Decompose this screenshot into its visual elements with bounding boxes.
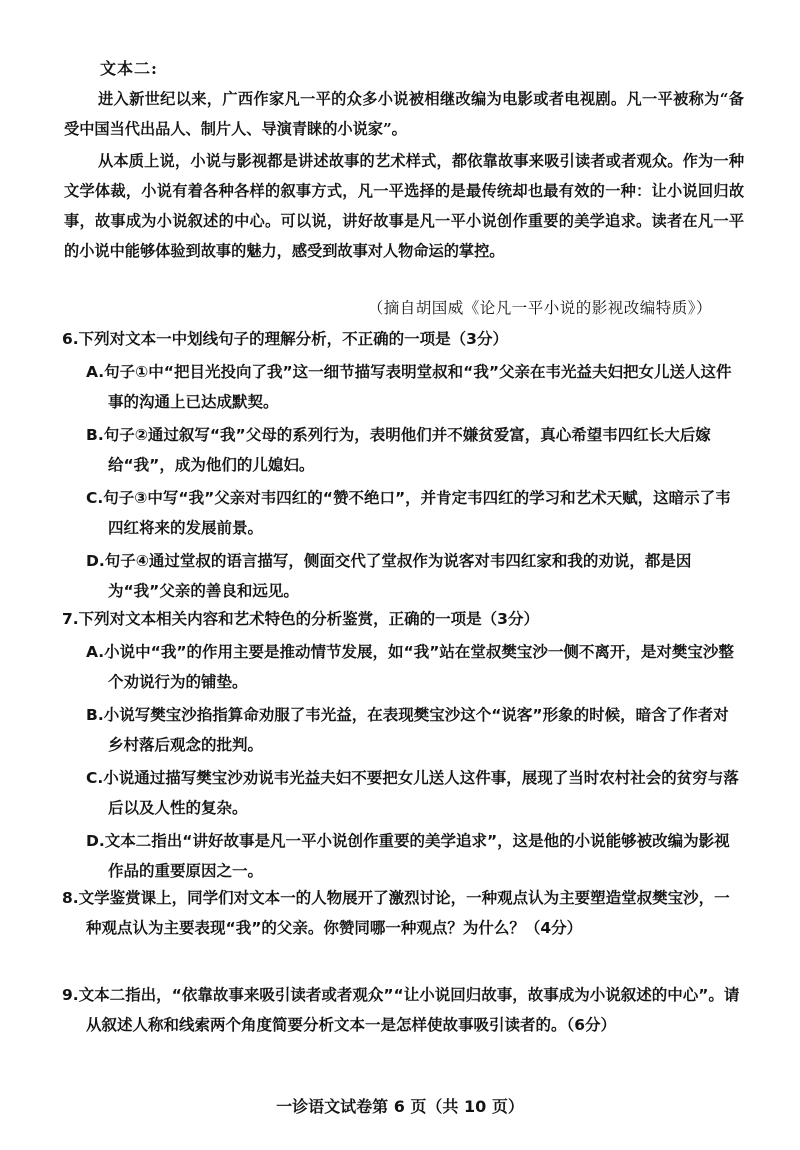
question-9-stem: 9.文本二指出，“依靠故事来吸引读者或者观众”“让小说回归故事，故事成为小说叙述的中心”。请从叙述人称和线索两个角度简要分析文本一是怎样使故事吸引读者的。（6分） xyxy=(62,986,740,1034)
page-footer: 一诊语文试卷第 6 页（共 10 页） xyxy=(276,1097,524,1116)
question-7 xyxy=(62,604,742,886)
question-7-option-d: D.文本二指出“讲好故事是凡一平小说创作重要的美学追求”，这是他的小说能够被改编为影视作品的重要原因之一。 xyxy=(86,832,730,880)
text-two-paragraph-2: 从本质上说，小说与影视都是讲述故事的艺术样式，都依靠故事来吸引读者或者观众。作为一种文学体裁，小说有着各种各样的叙事方式，凡一平选择的是最传统却也最有效的一种：让小说回归故事，故事成为小说叙述的中心。可以说，讲好故事是凡一平小说创作重要的美学追求。读者在凡一平的小说中能够体验到故事的魅力，感受到故事对人物命运的掌控。 xyxy=(64,152,744,260)
question-7-option-b: B.小说写樊宝沙掐指算命劝服了韦光益，在表现樊宝沙这个“说客”形象的时候，暗含了作者对乡村落后观念的批判。 xyxy=(86,706,729,754)
question-8 xyxy=(62,883,742,943)
question-7-option-c: C.小说通过描写樊宝沙劝说韦光益夫妇不要把女儿送人这件事，展现了当时农村社会的贫穷与落后以及人性的复杂。 xyxy=(86,769,739,817)
text-two-heading: 文本二: xyxy=(100,59,158,78)
question-6-option-a: A.句子①中“把目光投向了我”这一细节描写表明堂叔和“我”父亲在韦光益夫妇把女儿送人这件事的沟通上已达成默契。 xyxy=(86,363,732,411)
question-7-option-a: A.小说中“我”的作用主要是推动情节发展，如“我”站在堂叔樊宝沙一侧不离开，是对樊宝沙整个劝说行为的铺垫。 xyxy=(86,643,734,691)
question-6 xyxy=(62,324,742,606)
question-6-option-c: C.句子③中写“我”父亲对韦四红的“赞不绝口”，并肯定韦四红的学习和艺术天赋，这暗示了韦四红将来的发展前景。 xyxy=(86,489,731,537)
question-6-stem: 6.下列对文本一中划线句子的理解分析，不正确的一项是（3分） xyxy=(62,330,508,348)
question-7-stem: 7.下列对文本相关内容和艺术特色的分析鉴赏，正确的一项是（3分） xyxy=(62,610,539,628)
citation: （摘自胡国威《论凡一平小说的影视改编特质》） xyxy=(367,299,712,317)
question-8-stem: 8.文学鉴赏课上，同学们对文本一的人物展开了激烈讨论，一种观点认为主要塑造堂叔樊宝沙，一种观点认为主要表现“我”的父亲。你赞同哪一种观点？为什么？（4分） xyxy=(62,889,730,937)
text-two-paragraph-1: 进入新世纪以来，广西作家凡一平的众多小说被相继改编为电影或者电视剧。凡一平被称为“备受中国当代出品人、制片人、导演青睐的小说家”。 xyxy=(64,90,744,138)
question-9 xyxy=(62,980,742,1040)
question-6-option-b: B.句子②通过叙写“我”父母的系列行为，表明他们并不嫌贫爱富，真心希望韦四红长大后嫁给“我”，成为他们的儿媳妇。 xyxy=(86,426,711,474)
question-6-option-d: D.句子④通过堂叔的语言描写，侧面交代了堂叔作为说客对韦四红家和我的劝说，都是因为“我”父亲的善良和远见。 xyxy=(86,552,692,600)
